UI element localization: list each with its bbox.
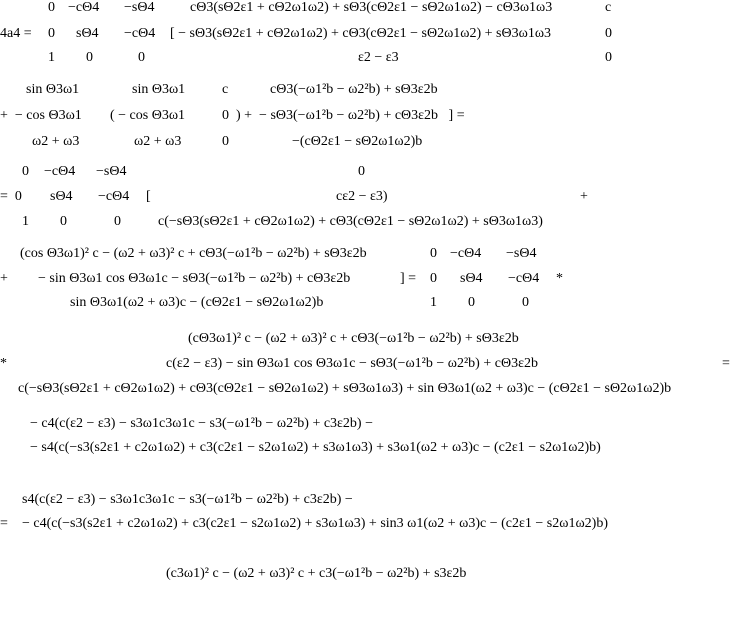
b4-r3-expression: sin Θ3ω1(ω2 + ω3)c − (cΘ2ε1 − sΘ2ω1ω2)b: [70, 295, 324, 310]
b3-r3-c3: 0: [114, 214, 121, 229]
m1-r1-c1: 0: [48, 0, 55, 15]
m1-r1-expression: cΘ3(sΘ2ε1 + cΘ2ω1ω2) + sΘ3(cΘ2ε1 − sΘ2ω1ω2) − cΘ3ω1ω3: [190, 0, 553, 15]
m1-r2-vector: 0: [605, 26, 612, 41]
b3-r2-c1: = 0: [0, 189, 22, 204]
b3-r3-c1: 1: [22, 214, 29, 229]
b3-r2-expression: cε2 − ε3): [336, 189, 388, 204]
b4-r2-equals: ] =: [400, 271, 417, 286]
b4-r1-c3: −sΘ4: [506, 246, 537, 261]
b7-r1: s4(c(ε2 − ε3) − s3ω1c3ω1c − s3(−ω1²b − ω2²b) + c3ε2b) −: [22, 492, 353, 507]
b2-r2-c2: ( − cos Θ3ω1: [110, 108, 186, 123]
b5-r2: c(ε2 − ε3) − sin Θ3ω1 cos Θ3ω1c − sΘ3(−ω1²b − ω2²b) + cΘ3ε2b: [166, 356, 538, 371]
b4-r2-c1: 0: [430, 271, 437, 286]
m1-r2-c3: −cΘ4: [124, 26, 156, 41]
b4-r2-expression: − sin Θ3ω1 cos Θ3ω1c − sΘ3(−ω1²b − ω2²b) + cΘ3ε2b: [38, 271, 351, 286]
m1-r2-c1: 0: [48, 26, 55, 41]
b4-r2-c2: sΘ4: [460, 271, 483, 286]
b2-r3-c2: ω2 + ω3: [134, 134, 182, 149]
b3-r2-c3: −cΘ4: [98, 189, 130, 204]
b2-r2-c3: 0 ) + − sΘ3(−ω1²b − ω2²b) + cΘ3ε2b ] =: [222, 108, 465, 123]
b4-r1-expression: (cos Θ3ω1)² c − (ω2 + ω3)² c + cΘ3(−ω1²b − ω2²b) + sΘ3ε2b: [20, 246, 367, 261]
m1-r3-c3: 0: [138, 50, 145, 65]
m1-r1-vector: c: [605, 0, 612, 15]
m1-label: 4a4 =: [0, 26, 32, 41]
b2-r3-c4: −(cΘ2ε1 − sΘ2ω1ω2)b: [292, 134, 423, 149]
b2-r1-c2: sin Θ3ω1: [132, 82, 186, 97]
b3-r2-plus: +: [580, 189, 588, 204]
b3-r2-c2: sΘ4: [50, 189, 73, 204]
b2-r3-c1: ω2 + ω3: [32, 134, 80, 149]
b7-r2: − c4(c(−s3(s2ε1 + c2ω1ω2) + c3(c2ε1 − s2ω1ω2) + s3ω1ω3) + sin3 ω1(ω2 + ω3)c − (c2ε1 − s2ω1ω2)b): [22, 516, 608, 531]
b4-r3-c2: 0: [468, 295, 475, 310]
m1-r3-vector: 0: [605, 50, 612, 65]
b7-r2-equals: =: [0, 516, 8, 531]
b2-r2-c1: + − cos Θ3ω1: [0, 108, 82, 123]
b2-r3-c3: 0: [222, 134, 229, 149]
b2-r1-c4: cΘ3(−ω1²b − ω2²b) + sΘ3ε2b: [270, 82, 438, 97]
m1-r1-c3: −sΘ4: [124, 0, 155, 15]
b5-r2-star: *: [0, 356, 7, 371]
b4-r1-c1: 0: [430, 246, 437, 261]
m1-r3-c1: 1: [48, 50, 55, 65]
b5-r3: c(−sΘ3(sΘ2ε1 + cΘ2ω1ω2) + cΘ3(cΘ2ε1 − sΘ2ω1ω2) + sΘ3ω1ω3) + sin Θ3ω1(ω2 + ω3)c − (cΘ2ε1 − sΘ2ω1ω2)b: [18, 381, 672, 396]
b6-r2: − s4(c(−s3(s2ε1 + c2ω1ω2) + c3(c2ε1 − s2ω1ω2) + s3ω1ω3) + s3ω1(ω2 + ω3)c − (c2ε1 − s2ω1ω2)b): [30, 440, 601, 455]
b3-r3-c2: 0: [60, 214, 67, 229]
b6-r1: − c4(c(ε2 − ε3) − s3ω1c3ω1c − s3(−ω1²b − ω2²b) + c3ε2b) −: [30, 416, 373, 431]
b4-r2-star: *: [556, 271, 563, 286]
b4-r1-c2: −cΘ4: [450, 246, 482, 261]
b2-r1-c1: sin Θ3ω1: [26, 82, 80, 97]
b4-r2-plus: +: [0, 271, 8, 286]
b3-r3-expression: c(−sΘ3(sΘ2ε1 + cΘ2ω1ω2) + cΘ3(cΘ2ε1 − sΘ2ω1ω2) + sΘ3ω1ω3): [158, 214, 543, 229]
b3-r1-c1: 0: [22, 164, 29, 179]
m1-r1-c2: −cΘ4: [68, 0, 100, 15]
b4-r3-c1: 1: [430, 295, 437, 310]
b4-r3-c3: 0: [522, 295, 529, 310]
m1-r2-expression: [ − sΘ3(sΘ2ε1 + cΘ2ω1ω2) + cΘ3(cΘ2ε1 − sΘ2ω1ω2) + sΘ3ω1ω3: [170, 26, 552, 41]
m1-r3-expression: ε2 − ε3: [358, 50, 399, 65]
b5-r1: (cΘ3ω1)² c − (ω2 + ω3)² c + cΘ3(−ω1²b − ω2²b) + sΘ3ε2b: [188, 331, 519, 346]
b2-r1-c3: c: [222, 82, 229, 97]
b5-r2-equals: =: [722, 356, 730, 371]
b7-r3: (c3ω1)² c − (ω2 + ω3)² c + c3(−ω1²b − ω2²b) + s3ε2b: [166, 566, 467, 581]
b3-r1-c3: −sΘ4: [96, 164, 127, 179]
b4-r2-c3: −cΘ4: [508, 271, 540, 286]
m1-r3-c2: 0: [86, 50, 93, 65]
b3-r2-bracket: [: [146, 189, 151, 204]
b3-r1-c4: 0: [358, 164, 365, 179]
b3-r1-c2: −cΘ4: [44, 164, 76, 179]
m1-r2-c2: sΘ4: [76, 26, 99, 41]
